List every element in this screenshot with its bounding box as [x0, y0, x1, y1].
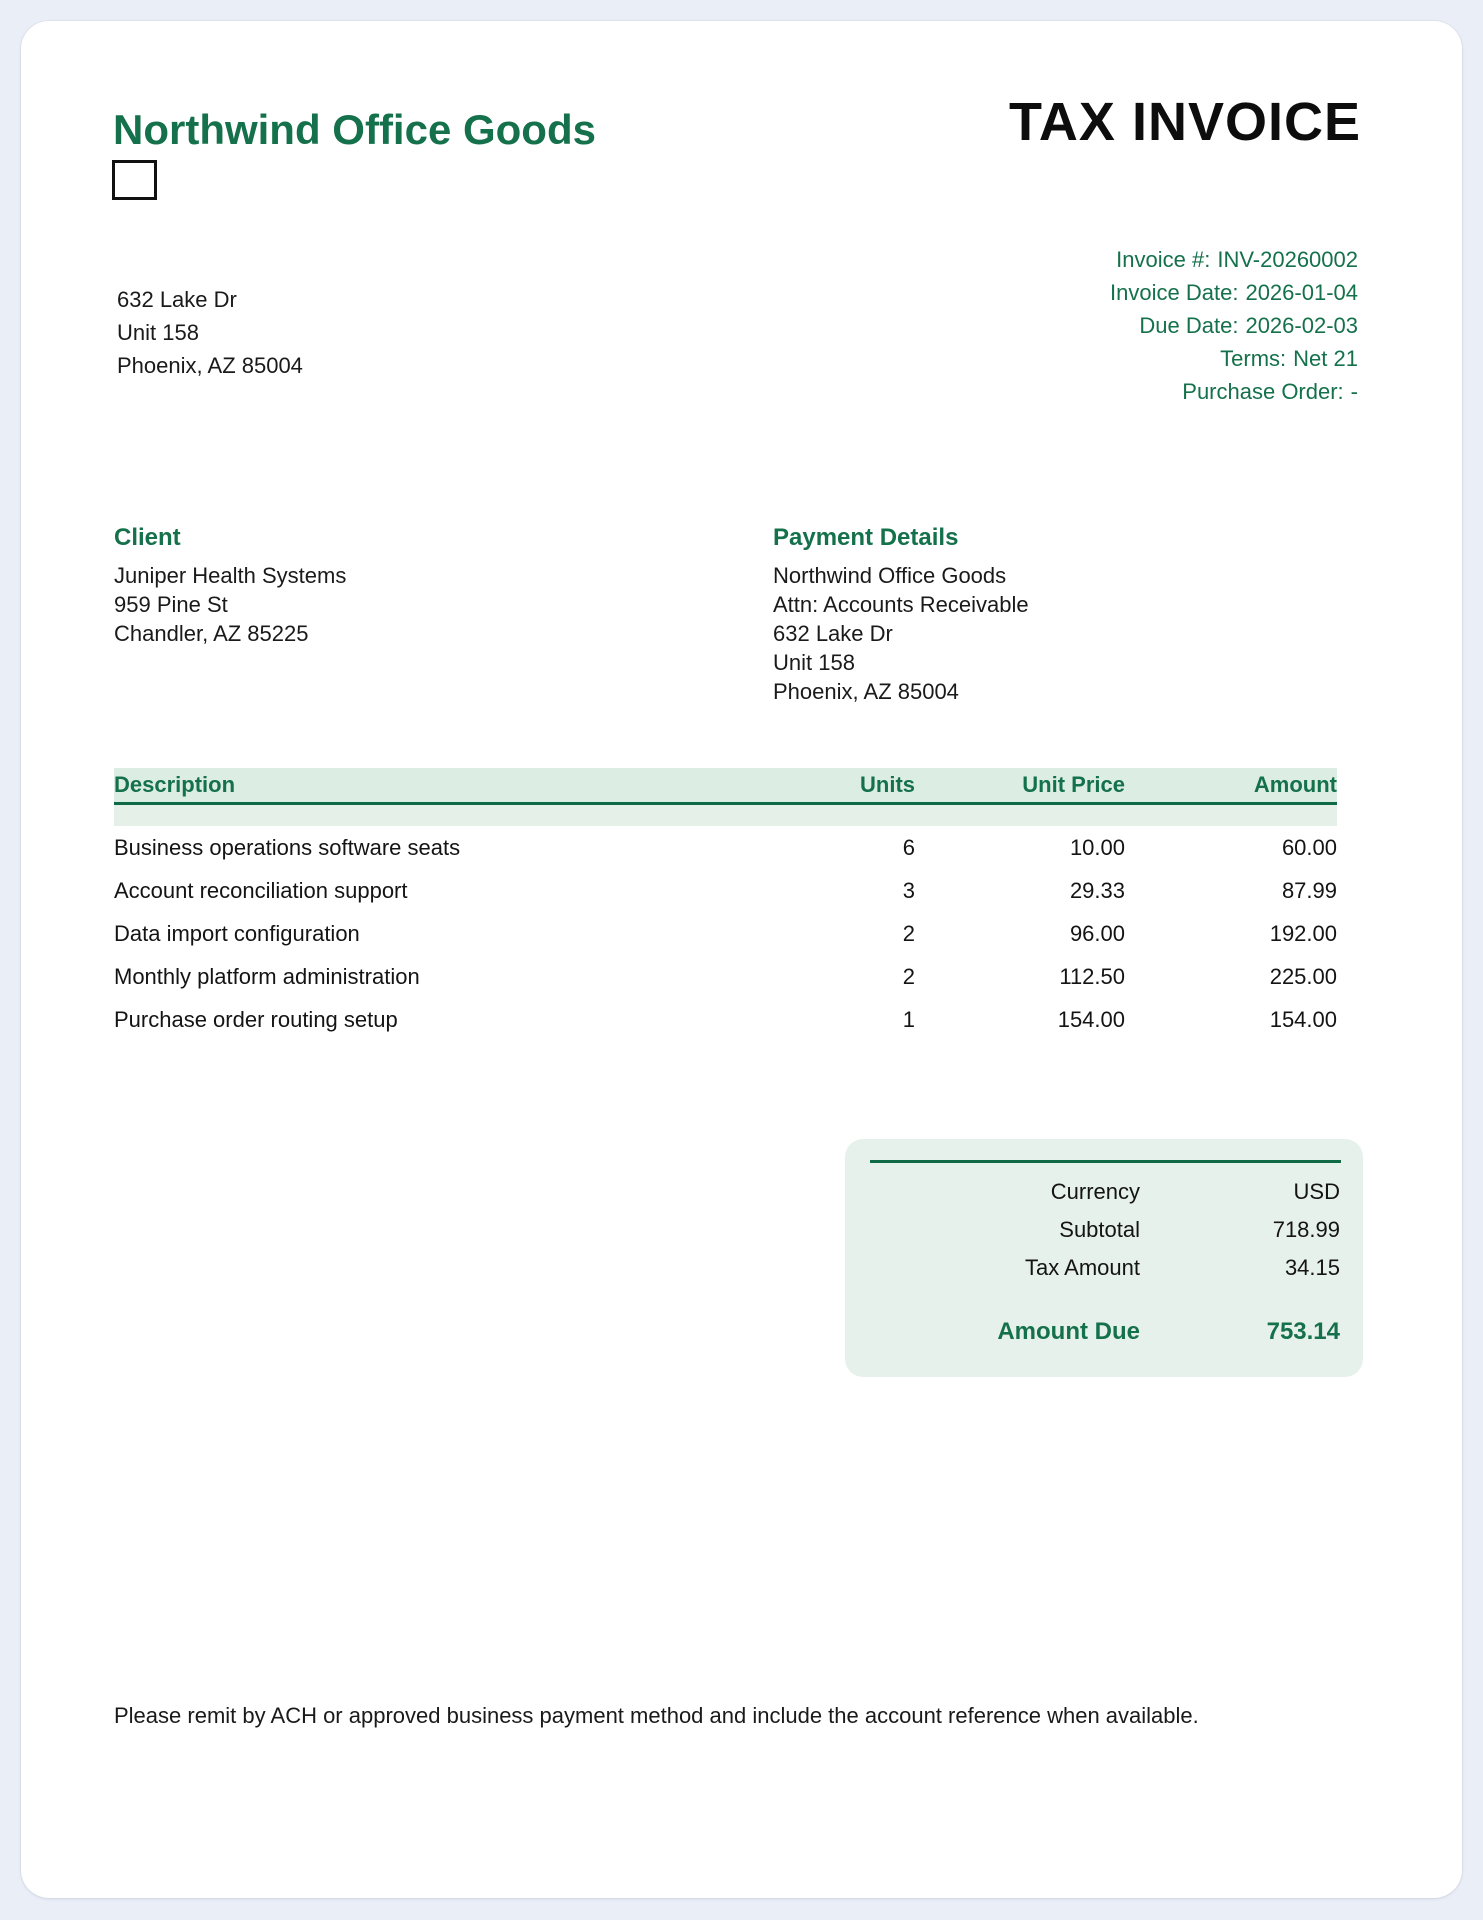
terms-value: Net 21: [1293, 346, 1358, 371]
table-row: [114, 955, 1337, 998]
item-unit-price: 96.00: [1069, 920, 1125, 946]
payment-details-line: Unit 158: [773, 650, 855, 675]
company-address: [117, 283, 303, 382]
summary-row-currency: [845, 1173, 1363, 1211]
item-amount: 192.00: [1269, 920, 1337, 946]
remittance-note: Please remit by ACH or approved business payment method and include the account reference when available.: [114, 1703, 1199, 1728]
item-description: Purchase order routing setup: [114, 1006, 398, 1032]
purchase-order-label: Purchase Order:: [1182, 379, 1344, 404]
subtotal-label: Subtotal: [1059, 1217, 1140, 1242]
item-amount: 154.00: [1269, 1006, 1337, 1032]
payment-details-line: Attn: Accounts Receivable: [773, 592, 1029, 617]
item-units: 1: [902, 1006, 915, 1032]
table-header-spacer: [114, 805, 1337, 826]
table-header-row: [114, 768, 1337, 805]
client-address-line: 959 Pine St: [114, 592, 228, 617]
logo-placeholder-icon: [112, 160, 157, 200]
client-section-title: Client: [114, 524, 181, 551]
purchase-order-line: [1110, 375, 1358, 408]
client-address: [114, 561, 346, 648]
table-row: [114, 826, 1337, 869]
company-name: Northwind Office Goods: [113, 106, 596, 153]
terms-label: Terms:: [1220, 346, 1287, 371]
table-row: [114, 998, 1337, 1041]
invoice-number-value: INV-20260002: [1217, 247, 1358, 272]
summary-gap: [845, 1287, 1363, 1313]
item-amount: 87.99: [1281, 877, 1337, 903]
item-description: Account reconciliation support: [114, 877, 408, 903]
item-amount: 60.00: [1281, 834, 1337, 860]
invoice-number-label: Invoice #:: [1116, 247, 1211, 272]
item-unit-price: 10.00: [1069, 834, 1125, 860]
item-unit-price: 154.00: [1057, 1006, 1125, 1032]
subtotal-value: 718.99: [1272, 1217, 1340, 1242]
amount-due-value: 753.14: [1266, 1318, 1340, 1345]
item-units: 2: [902, 920, 915, 946]
invoice-date-line: [1110, 276, 1358, 309]
terms-line: [1110, 342, 1358, 375]
currency-value: USD: [1293, 1179, 1340, 1204]
tax-amount-label: Tax Amount: [1025, 1255, 1140, 1280]
client-name: Juniper Health Systems: [114, 563, 347, 588]
item-unit-price: 112.50: [1059, 963, 1125, 989]
item-units: 2: [902, 963, 915, 989]
payment-details-section-title: Payment Details: [773, 524, 959, 551]
payment-details: [773, 561, 1029, 706]
payment-details-line: 632 Lake Dr: [773, 621, 893, 646]
tax-amount-value: 34.15: [1284, 1255, 1340, 1280]
item-amount: 225.00: [1269, 963, 1337, 989]
column-header-units: Units: [860, 772, 915, 797]
payment-details-line: Phoenix, AZ 85004: [773, 679, 959, 704]
line-items-table: [114, 768, 1337, 1041]
summary-row-subtotal: [845, 1211, 1363, 1249]
table-row: [114, 869, 1337, 912]
invoice-meta: [1110, 243, 1358, 408]
currency-label: Currency: [1050, 1179, 1140, 1204]
invoice-date-label: Invoice Date:: [1110, 280, 1239, 305]
invoice-number-line: [1110, 243, 1358, 276]
item-units: 3: [902, 877, 915, 903]
item-units: 6: [902, 834, 915, 860]
item-unit-price: 29.33: [1069, 877, 1125, 903]
due-date-label: Due Date:: [1139, 313, 1239, 338]
due-date-value: 2026-02-03: [1245, 313, 1358, 338]
item-description: Data import configuration: [114, 920, 360, 946]
item-description: Monthly platform administration: [114, 963, 420, 989]
summary-divider: [870, 1160, 1341, 1163]
amount-due-label: Amount Due: [997, 1318, 1140, 1345]
due-date-line: [1110, 309, 1358, 342]
column-header-description: Description: [114, 772, 236, 797]
column-header-amount: Amount: [1253, 772, 1337, 797]
invoice-date-value: 2026-01-04: [1245, 280, 1358, 305]
payment-details-line: Northwind Office Goods: [773, 563, 1007, 588]
document-title: TAX INVOICE: [1008, 92, 1361, 152]
invoice-card: [21, 21, 1462, 1898]
company-address-line: Unit 158: [117, 320, 199, 345]
totals-summary: [845, 1139, 1363, 1377]
company-address-line: 632 Lake Dr: [117, 287, 237, 312]
client-address-line: Chandler, AZ 85225: [114, 621, 309, 646]
column-header-unit-price: Unit Price: [1022, 772, 1125, 797]
purchase-order-value: -: [1350, 379, 1358, 404]
table-row: [114, 912, 1337, 955]
company-address-line: Phoenix, AZ 85004: [117, 353, 303, 378]
summary-row-amount-due: [845, 1313, 1363, 1351]
summary-row-tax: [845, 1249, 1363, 1287]
item-description: Business operations software seats: [114, 834, 461, 860]
